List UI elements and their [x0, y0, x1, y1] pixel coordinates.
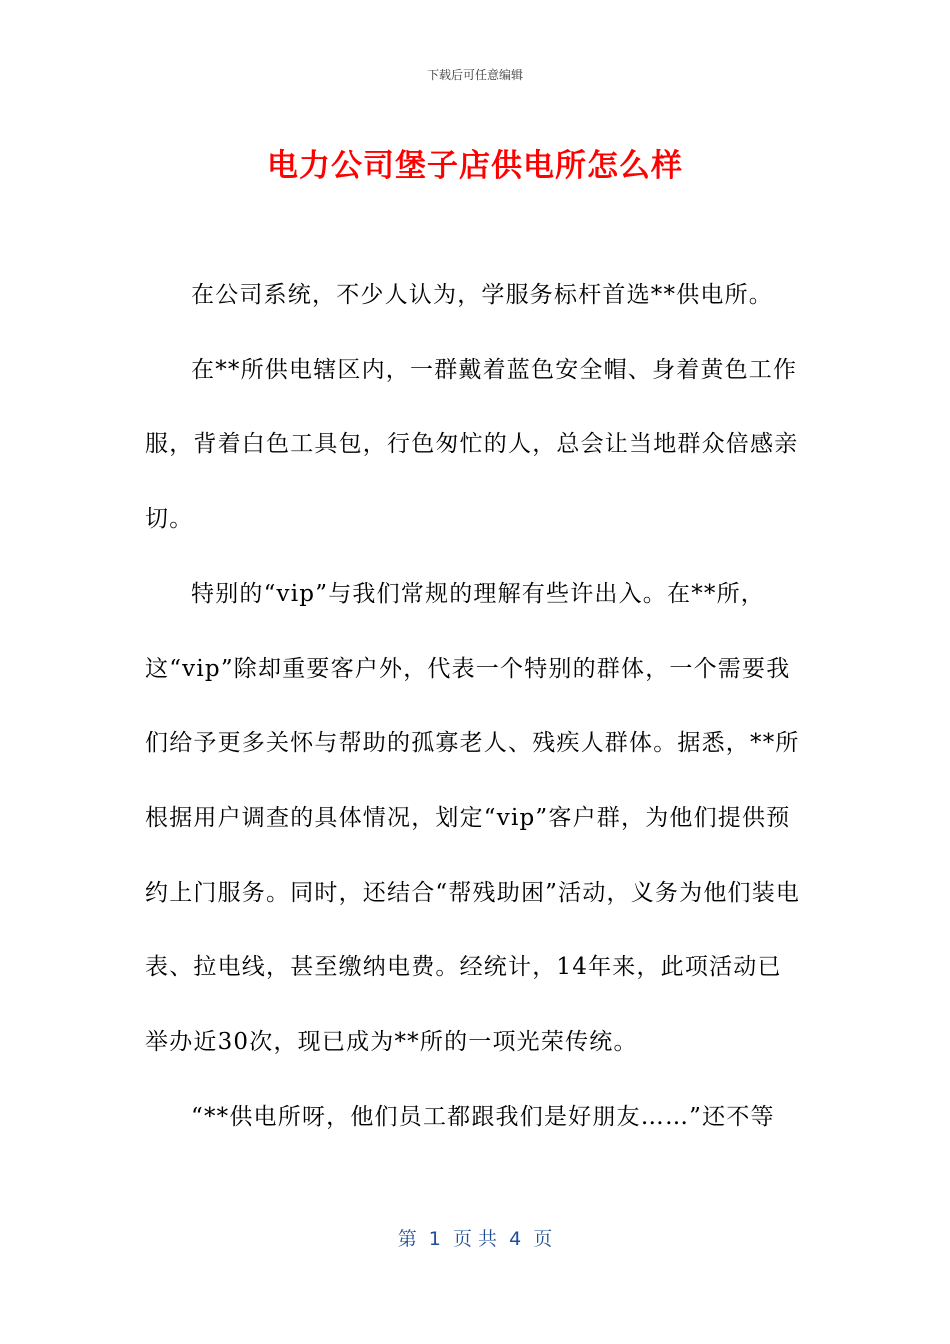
document-title: 电力公司堡子店供电所怎么样	[267, 148, 683, 184]
paragraph: 在**所供电辖区内，一群戴着蓝色安全帽、身着黄色工作服，背着白色工具包，行色匆忙的人，总会让当地群众倍感亲切。	[145, 356, 799, 533]
paragraph: 在公司系统，不少人认为，学服务标杆首选**供电所。	[191, 282, 773, 308]
paragraph: “**供电所呀，他们员工都跟我们是好朋友……”还不等	[191, 1103, 775, 1130]
header-note: 下载后可任意编辑	[426, 68, 523, 82]
paragraph: 特别的“vip”与我们常规的理解有些许出入。在**所，这“vip”除却重要客户外，代表一个特别的群体，一个需要我们给予更多关怀与帮助的孤寡老人、残疾人群体。据悉，**所根据用户调查的具体情况，划定“vip”客户群，为他们提供预约上门服务。同时，还结合“帮残助困”活动，义务为他们装电表、拉电线，甚至缴纳电费。经统计，14年来，此项活动已举办近30次，现已成为**所的一项光荣传统。	[145, 580, 801, 1056]
page-number: 第 1 页 共 4 页	[397, 1228, 553, 1250]
document-body	[145, 258, 805, 1154]
